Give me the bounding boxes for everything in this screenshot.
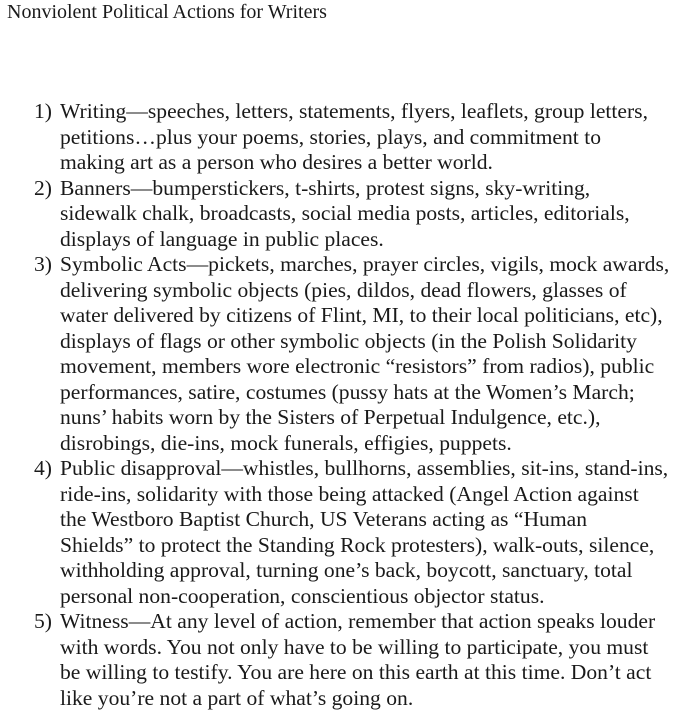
list-item-line: Writing—speeches, letters, statements, flyers, leaflets, group letters, — [60, 99, 648, 123]
list-item-line: disrobings, die-ins, mock funerals, effigies, puppets. — [60, 430, 512, 455]
list-item-line: Banners—bumperstickers, t-shirts, protest signs, sky-writing, — [60, 175, 591, 200]
list-item-line: displays of flags or other symbolic objects (in the Polish Solidarity — [60, 328, 637, 353]
list-item-line: Public disapproval—whistles, bullhorns, assemblies, sit-ins, stand-ins, — [60, 456, 669, 480]
list-item-writing — [0, 99, 679, 176]
list-item-line: withholding approval, turning one’s back, boycott, sanctuary, total — [60, 558, 633, 582]
action-list — [0, 99, 679, 711]
list-item-line: like you’re not a part of what’s going on. — [60, 685, 414, 710]
list-item-line: water delivered by citizens of Flint, MI, to their local politicians, etc), — [60, 303, 663, 327]
list-item-line: the Westboro Baptist Church, US Veterans acting as “Human — [60, 507, 588, 531]
list-item-line: with words. You not only have to be willing to participate, you must — [60, 634, 649, 659]
list-item-line: ride-ins, solidarity with those being attacked (Angel Action against — [60, 481, 639, 506]
list-item-line: making art as a person who desires a better world. — [60, 150, 493, 174]
list-item-public-disapproval — [0, 456, 679, 609]
list-item-banners — [0, 176, 679, 253]
list-item-line: movement, members wore electronic “resistors” from radios), public — [60, 354, 655, 378]
list-item-line: be willing to testify. You are here on this earth at this time. Don’t act — [60, 660, 652, 684]
list-item-number: 3) — [34, 252, 52, 276]
list-item-symbolic-acts — [0, 252, 679, 456]
list-item-line: performances, satire, costumes (pussy hats at the Women’s March; — [60, 379, 635, 404]
list-item-line: Symbolic Acts—pickets, marches, prayer circles, vigils, mock awards, — [60, 252, 670, 276]
list-item-witness — [0, 609, 679, 711]
list-item-number: 5) — [34, 609, 52, 633]
list-item-line: Shields” to protect the Standing Rock protesters), walk-outs, silence, — [60, 532, 655, 557]
list-item-line: displays of language in public places. — [60, 226, 384, 251]
list-item-line: Witness—At any level of action, remember that action speaks louder — [60, 609, 656, 633]
list-item-line: delivering symbolic objects (pies, dildos, dead flowers, glasses of — [60, 277, 627, 302]
list-item-number: 2) — [34, 175, 52, 200]
list-item-line: nuns’ habits worn by the Sisters of Perpetual Indulgence, etc.), — [60, 405, 601, 429]
list-item-number: 1) — [34, 99, 52, 123]
list-item-line: petitions…plus your poems, stories, plays, and commitment to — [60, 124, 601, 149]
list-item-line: personal non-cooperation, conscientious objector status. — [60, 583, 545, 608]
document-title: Nonviolent Political Actions for Writers — [7, 1, 327, 23]
list-item-line: sidewalk chalk, broadcasts, social media posts, articles, editorials, — [60, 201, 630, 225]
list-item-number: 4) — [34, 456, 52, 480]
